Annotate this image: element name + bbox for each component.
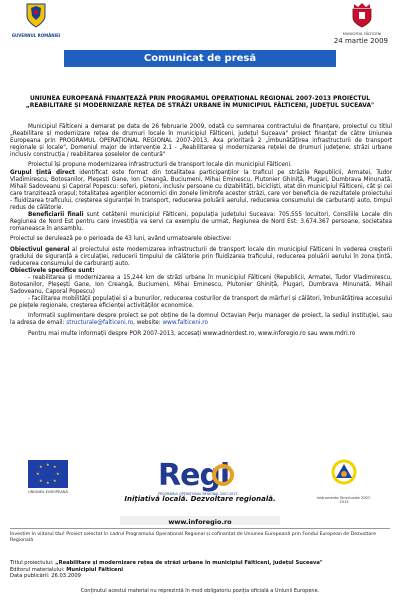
paragraph-beneficiaries — [10, 212, 392, 233]
press-release-banner: Comunicat de presă — [64, 50, 336, 67]
more-info-text-2: sau — [305, 330, 320, 337]
regio-subtitle: PROGRAMUL OPERAȚIONAL REGIONAL 2007-2013 — [158, 492, 238, 496]
meta-date-row — [10, 573, 390, 580]
meta-date-label: Data publicării: — [10, 573, 50, 580]
title-line-1: UNIUNEA EUROPEANĂ FINANȚEAZĂ PRIN PROGRAMUL OPERAȚIONAL REGIONAL 2007-2013 PROIECTUL — [29, 96, 371, 102]
government-label: GUVERNUL ROMÂNIEI — [11, 33, 61, 38]
document-metadata — [10, 560, 390, 580]
document-title — [12, 96, 388, 110]
regio-wordmark: Regi — [158, 458, 230, 493]
inforegio-link[interactable]: www.inforegio.ro — [258, 330, 306, 337]
city-logo — [318, 2, 388, 45]
eu-caption: UNIUNEA EUROPEANĂ — [28, 490, 68, 494]
structural-instruments-caption: Instrumente Structurale 2007-2013 — [316, 496, 372, 505]
footer-divider — [10, 528, 390, 529]
meta-editor-row — [10, 567, 390, 574]
meta-title-value: „Reabilitare și modernizare rețea de străzi urbane în municipiul Fălticeni, județul Suceava" — [55, 560, 323, 566]
paragraph-target-group — [10, 170, 392, 213]
website-link[interactable]: www.falticeni.ro — [162, 320, 208, 327]
city-label: MUNICIPIUL FĂLTICENI — [342, 32, 382, 36]
contact-email-link[interactable]: structurale@falticeni.ro — [66, 320, 134, 327]
beneficiaries-label: Beneficiarii finali — [28, 212, 84, 219]
paragraph-duration: Proiectul se derulează pe o perioada de 43 luni, având urmatoarele obiective: — [10, 236, 232, 243]
paragraph-intro: Municipiul Fălticeni a demarat pe data de 26 februarie 2009, odată cu semnarea contractului de finanțare, proiectul cu titlul „Reabilitare și modernizare rețea de drumuri locale în municipiul Fălticeni, județul Suceava" proiect finanțat de către Uniunea Europeana prin PROGRAMUL OPERAȚIONAL REGIONAL 2007-2013, Axa prioritară 2 „Îmbunătățirea infrastructurii de transport regionale și locale", Domeniul major de intervenție 2.1 - „Reabilitarea și modernizarea rețelei de drumuri județene, străzi urbane inclusiv construcția / reabilitarea șoselelor de centură" — [10, 124, 392, 159]
specific-objective-1: - reabilitarea și modernizarea a 15,244 km de străzi urbane în municipiul Fălticeni (Republicii, Armatei, Tudor Vladimirescu, Botosanilor, Pleșești Gane, Ion Creangă, Buciumeni, Mihai Eminescu, Plutonier Ghiniță, Plugari, Dumbrava Minunată, Mihail Sadoveanu, Caporal Popescu) — [10, 274, 392, 296]
meta-editor-value: Municipiul Fălticeni — [66, 566, 124, 573]
release-date: 24 martie 2009 — [333, 37, 388, 45]
general-objective-label: Obiectivul general — [10, 246, 70, 253]
eu-logo — [18, 460, 78, 494]
structural-instruments-icon — [326, 458, 362, 490]
target-group-label: Grupul țintă direct — [10, 169, 75, 176]
more-info-sep: , — [254, 330, 259, 337]
specific-objective-2: - facilitarea mobilității populației și a bunurilor, reducerea costurilor de transport de mărfuri și călători, îmbunătățirea accesului pe piețele regionale, creșterea eficienței activităților economice. — [10, 296, 392, 310]
paragraph-purpose — [10, 162, 392, 169]
sponsor-logos — [0, 456, 400, 516]
government-logo — [6, 2, 66, 38]
paragraph-more-info — [10, 331, 392, 338]
meta-editor-label: Editorul materialului: — [10, 566, 65, 573]
purpose-text: Proiectul își propune modernizarea infrastructurii de transport locale din municipiul Fălticeni. — [28, 162, 292, 169]
paragraph-contact — [10, 313, 392, 327]
target-group-text: identificat este format din totalitatea participanților la traficul pe străzile Republicii, Armatei, Tudor Vladimirescu, Botosanilor, Pleșești Gane, Ion Creangă, Buciumeni, Mihai Eminescu, Plutonier Ghiniță, Plugari, Dumbrava Minunată, Mihail Sadoveanu și Caporal Popescu: soferi, pietoni, inclusiv persoane cu dizabilități, bicicliști, atat din municipiul Fălticeni, cât și cei care tranzitează orașul; totalitatea agenților economici din zonele limitrofe acestor străzi, care vor beneficia de rezultatele proiectului - fluidizarea traficului, creșterea siguranței în transport, reducerea poluării aerului, reducerea consumului de carburanți auto, timpul redus de călătorie. — [10, 169, 392, 212]
beneficiaries-text: sunt cetățenii municipiul Fălticeni, populația județului Suceava: 705.555 locuitori, Consiliile Locale din Regiunea de Nord Est pentru care investiția va servi ca exemplu de urmat, Regiunea de Nord Est: 3.674.367 persoane, societatea romaneasca în ansamblu. — [10, 212, 392, 233]
eu-disclaimer: Conținutul acestui material nu reprezintă în mod obligatoriu poziția oficială a Uniunii Europene. — [80, 588, 320, 594]
adnordest-link[interactable]: www.adnordest.ro — [202, 330, 255, 337]
romania-coat-of-arms-icon — [25, 2, 47, 28]
contact-text-2: , website: — [133, 320, 163, 327]
meta-title-label: Titlul proiectului: — [10, 560, 54, 566]
falticeni-coat-of-arms-icon — [350, 2, 374, 28]
regio-logo — [154, 456, 244, 500]
meta-date-value: 26.03.2009 — [51, 573, 81, 580]
contact-text: Informatii suplimentare despre proiect se pot obține de la domnul Octavian Perju manager de proiect, la sediul instituției, sau la adresa de email: — [10, 313, 392, 327]
eu-flag-icon: ★ ★ ★ ★ ★ ★ ★ ★ — [28, 460, 68, 488]
meta-title-row — [10, 560, 390, 567]
regio-o-icon — [212, 464, 234, 486]
title-line-2: „REABILITARE ȘI MODERNIZARE REȚEA DE STRĂZI URBANE ÎN MUNICIPIUL FĂLTICENI, JUDEȚUL SUCEAVA" — [25, 103, 375, 110]
inforegio-footer-link[interactable]: www.inforegio.ro — [168, 518, 232, 526]
paragraph-general-objective — [10, 247, 392, 268]
funding-note: Investim în viitorul tău! Proiect selectat în cadrul Programului Operațional Regional și cofinanțat de Uniunea Europeană prin Fondul European de Dezvoltare Regională — [10, 532, 376, 543]
slogan: Inițiativă locală. Dezvoltare regională. — [124, 495, 276, 503]
more-info-text: Pentru mai multe informații despre POR 2007-2013, accesați — [28, 330, 203, 337]
body-text — [10, 124, 392, 341]
mdri-link[interactable]: www.mdri.ro — [319, 330, 356, 337]
general-objective-text: al proiectului este modernizarea infrastructurii de transport locale din municipiul Fălticeni în vederea creșterii gradului de siguranță a circulației, reducerii timpului de călătorie prin fluidizarea traficului, reducerea poluării aerului în zona țintă, reducerea consumului de carburanți auto. — [10, 246, 392, 267]
specific-objectives-label: Obiectivele specifice sunt: — [10, 267, 95, 274]
